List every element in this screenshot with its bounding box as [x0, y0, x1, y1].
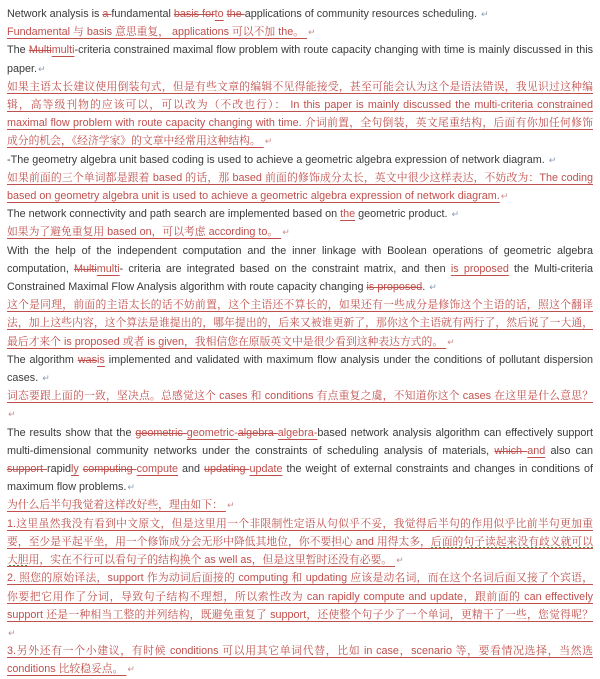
comment-paragraph — [7, 296, 593, 351]
text-run: and — [178, 463, 205, 476]
text-run: Network analysis is — [7, 8, 103, 20]
inserted-text: ly — [71, 463, 79, 476]
paragraph-mark-icon: ↵ — [127, 664, 135, 675]
text-run: The algorithm — [7, 353, 78, 366]
paragraph-mark-icon: ↵ — [264, 136, 273, 147]
comment-paragraph — [7, 642, 593, 678]
comment-text: 用，实在不行可以看句子的结构换个 as well as，但是这里暂时还没有必要。 — [28, 554, 396, 567]
paragraph-mark-icon: ↵ — [226, 500, 235, 511]
inserted-text: geometric- — [186, 426, 238, 439]
text-run: applications of community resources scheduling. — [244, 8, 480, 20]
body-paragraph — [7, 351, 593, 387]
deleted-text: geometric — [135, 426, 187, 439]
text-run: based network analysis algorithm can effectively support multi-dimensional community networks under the constraints of scheduling analysis of materials, — [7, 426, 593, 457]
text-run: geometric product. — [355, 208, 451, 221]
deleted-text: basis for — [173, 8, 215, 20]
comment-text: 为什么后半句我觉着这样改好些，理由如下： — [7, 499, 226, 512]
body-paragraph — [7, 205, 593, 223]
inserted-text: the — [340, 208, 356, 221]
inserted-text: and — [527, 444, 546, 457]
paragraph-mark-icon: ↵ — [8, 627, 16, 638]
text-run: The network connectivity and path search are implemented based on — [7, 208, 341, 221]
deleted-text: a — [102, 8, 112, 20]
deleted-text: which — [494, 444, 528, 457]
body-paragraph — [7, 41, 593, 77]
comment-text: 1.这里虽然我没有看到中文原文，但是这里用一个非限制性定语从句似乎不妥，我觉得后半句的作用似乎比前半句更加重要，至少是平起平坐，用一个修饰成分会无形中降低其地位，你不要担心 and 用得太多， — [7, 517, 593, 548]
paragraph-mark-icon: ↵ — [8, 409, 16, 420]
comment-text: 2. 照您的原始译法，support 作为动词后面接的 computing 和 updating 应该是动名词，而在这个名词后面又接了个宾语，你要把它用作了分词，导致句子结构不理想，所以索性改为 can rapidly compute and update，跟前面的 can effectively support 还是一种相当工整的并列结构，既避免重复了 support，还使整个句子少了一个单词，更精干了一些，您觉得呢？ — [7, 572, 593, 621]
paragraph-mark-icon: ↵ — [451, 209, 460, 220]
text-run: - criteria are integrated based on the constraint matrix, and then — [119, 262, 451, 275]
paragraph-mark-icon: ↵ — [480, 9, 489, 19]
paragraph-mark-icon: ↵ — [282, 227, 290, 238]
comment-paragraph — [7, 387, 593, 423]
comment-paragraph — [7, 223, 593, 241]
deleted-text: updating — [204, 463, 250, 476]
paragraph-mark-icon: ↵ — [396, 555, 404, 566]
text-run: . — [422, 281, 429, 294]
text-run: the weight of external constraints and changes in conditions of maximum flow problems. — [7, 463, 593, 494]
comment-text: 如果主语太长建议使用倒装句式，但是有些文章的编辑不见得能接受，甚至可能会认为这个是语法错误，我见识过这种编辑，高等级刊物的应该可以，可以改为（不改也行）： In this paper is mainly discussed the multi-criteria constrained maximal flow problem with route capacity changing with time. 介词前置，全句倒装，英文尾重结构，后面有你加任何修饰成分的机会，《经济学家》的文章中经常用这种结构。 — [7, 80, 593, 148]
inserted-text: update — [249, 463, 283, 476]
body-paragraph — [7, 151, 593, 169]
inserted-text: multi — [51, 44, 75, 57]
paragraph-mark-icon: ↵ — [447, 336, 455, 347]
text-run: -The geometry algebra unit based coding is used to achieve a geometric algebra expression of network diagram. — [7, 153, 548, 166]
paragraph-mark-icon: ↵ — [548, 154, 557, 165]
text-run: With the help of the independent computation and the inner linkage with Boolean operations of geometric algebra computation, — [7, 244, 593, 275]
text-run: The results show that the — [7, 426, 136, 439]
comment-text: 如果为了避免重复用 based on，可以考虑 according to。 — [7, 226, 282, 239]
paragraph-mark-icon: ↵ — [429, 282, 437, 293]
comment-text: 这个是同理，前面的主语太长的话不妨前置，这个主语还不算长的，如果还有一些成分是修饰这个主语的话，照这个翻译法，加上这些内容，这个算法是谁提出的，哪年提出的，后来又被谁更新了，那你这个主语就有两行了，然后说了一大通，最后才来个 is proposed 或者 is given，我相信您在原版英文中是很少看到这种表达方式的。 — [7, 299, 593, 348]
deleted-text: is proposed — [366, 281, 423, 294]
inserted-text: to — [214, 8, 224, 20]
text-run: fundamental — [111, 8, 174, 20]
inserted-text: is — [97, 353, 105, 366]
comment-paragraph — [7, 515, 593, 570]
body-paragraph — [7, 5, 593, 23]
deleted-text: the — [226, 8, 245, 20]
text-run: implemented and validated with maximum flow analysis under the conditions of pollutant dispersion cases. — [7, 353, 593, 385]
body-paragraph — [7, 242, 593, 297]
comment-text-grammar-flag: 后面的句子读起来没有歧义就可以大胆 — [7, 535, 594, 567]
comment-paragraph — [7, 78, 593, 151]
document-page — [7, 5, 593, 679]
text-run: -criteria constrained maximal flow problem with route capacity changing with time is mainly discussed in this paper. — [7, 44, 593, 75]
deleted-text: Multi — [74, 262, 97, 275]
paragraph-mark-icon: ↵ — [500, 191, 509, 202]
paragraph-mark-icon: ↵ — [127, 482, 135, 493]
body-paragraph — [7, 424, 593, 497]
inserted-text: is proposed — [450, 262, 509, 275]
inserted-text: compute — [136, 463, 179, 476]
inserted-text: algebra- — [277, 426, 318, 439]
deleted-text: Multi — [28, 44, 52, 57]
text-run: also can — [545, 444, 593, 457]
paragraph-mark-icon: ↵ — [308, 27, 316, 38]
comment-paragraph — [7, 496, 593, 514]
deleted-text: support — [7, 463, 47, 476]
text-run: The — [7, 44, 29, 57]
comment-text: 词态要跟上面的一致，坚决点。总感觉这个 cases 和 conditions 有点重复之虞，不知道你这个 cases 在这里是什么意思？ — [7, 390, 593, 403]
comment-paragraph — [7, 23, 593, 41]
deleted-text: algebra — [237, 426, 278, 439]
text-run: rapid — [47, 463, 72, 476]
text-run: the Multi-criteria Constrained Maximal Flow Analysis algorithm with route capacity changing — [7, 262, 593, 294]
deleted-text: was — [77, 353, 98, 366]
deleted-text: computing — [82, 463, 137, 476]
comment-text: 3.另外还有一个小建议，有时候 conditions 可以用其它单词代替，比如 in case，scenario 等，要看情况选择，当然选 conditions 比较稳妥点。 — [7, 645, 593, 676]
comment-text: Fundamental 与 basis 意思重复， applications 可以不加 the。 — [7, 26, 308, 39]
inserted-text: multi — [96, 262, 120, 275]
paragraph-mark-icon: ↵ — [38, 63, 46, 74]
comment-paragraph — [7, 169, 593, 205]
comment-text: 如果前面的三个单词都是跟着 based 的话，那 based 前面的修饰成分太长，英文中很少这样表达，不妨改为：The coding based on geometry algebra unit is used to achieve a geometric algebra expression of network diagram. — [7, 171, 593, 203]
paragraph-mark-icon: ↵ — [42, 373, 50, 384]
